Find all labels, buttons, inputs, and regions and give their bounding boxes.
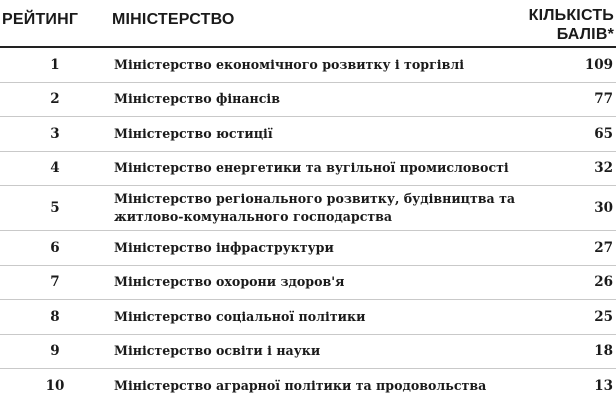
rank-cell: 6 xyxy=(50,239,60,256)
column-header-ministry: МІНІСТЕРСТВО xyxy=(112,11,235,28)
score-cell: 109 xyxy=(584,56,613,73)
ministry-cell: Міністерство енергетики та вугільної промисловості xyxy=(114,160,509,176)
ministry-cell xyxy=(114,186,524,230)
table-row xyxy=(0,83,616,118)
ministry-cell: Міністерство аграрної політики та продовольства xyxy=(114,378,487,394)
table-row xyxy=(0,266,616,301)
table-row xyxy=(0,369,616,404)
table-row xyxy=(0,152,616,187)
table-row xyxy=(0,300,616,335)
rank-cell: 8 xyxy=(50,308,60,325)
table-row xyxy=(0,335,616,370)
ministry-cell-text xyxy=(114,190,515,226)
score-cell: 27 xyxy=(594,239,613,256)
column-header-score xyxy=(474,6,614,44)
column-header-score-line1: КІЛЬКІСТЬ xyxy=(528,7,614,24)
score-cell: 25 xyxy=(594,308,613,325)
ministry-cell: Міністерство інфраструктури xyxy=(114,239,334,255)
score-cell: 65 xyxy=(594,125,613,142)
ministry-cell: Міністерство соціальної політики xyxy=(114,308,366,324)
rank-cell: 7 xyxy=(50,274,60,291)
table-body xyxy=(0,48,616,404)
ministry-cell: Міністерство фінансів xyxy=(114,91,280,107)
rank-cell: 1 xyxy=(50,56,60,73)
ministry-cell: Міністерство юстиції xyxy=(114,125,273,141)
score-cell: 18 xyxy=(594,343,613,360)
column-header-rank: РЕЙТИНГ xyxy=(2,11,79,28)
rank-cell: 4 xyxy=(50,160,60,177)
rank-cell: 9 xyxy=(50,343,60,360)
score-cell: 13 xyxy=(594,378,613,395)
score-cell: 77 xyxy=(594,91,613,108)
ministry-cell: Міністерство охорони здоров'я xyxy=(114,274,345,290)
column-header-score-line2: БАЛІВ* xyxy=(556,26,614,43)
ministry-cell: Міністерство освіти і науки xyxy=(114,343,321,359)
rank-cell: 2 xyxy=(50,91,60,108)
rank-cell: 10 xyxy=(45,378,65,395)
ministry-name-line1: Міністерство регіонального розвитку, будівництва та xyxy=(114,191,516,206)
table-header xyxy=(0,0,616,46)
table-row xyxy=(0,186,616,231)
ministry-cell: Міністерство економічного розвитку і торгівлі xyxy=(114,56,464,72)
table-row xyxy=(0,117,616,152)
score-cell: 32 xyxy=(594,160,613,177)
table-row xyxy=(0,48,616,83)
score-cell: 26 xyxy=(594,274,613,291)
table-row xyxy=(0,231,616,266)
rank-cell: 5 xyxy=(50,200,60,216)
ministry-name-line2: житлово-комунального господарства xyxy=(114,209,393,224)
score-cell: 30 xyxy=(594,200,613,216)
rank-cell: 3 xyxy=(50,125,60,142)
